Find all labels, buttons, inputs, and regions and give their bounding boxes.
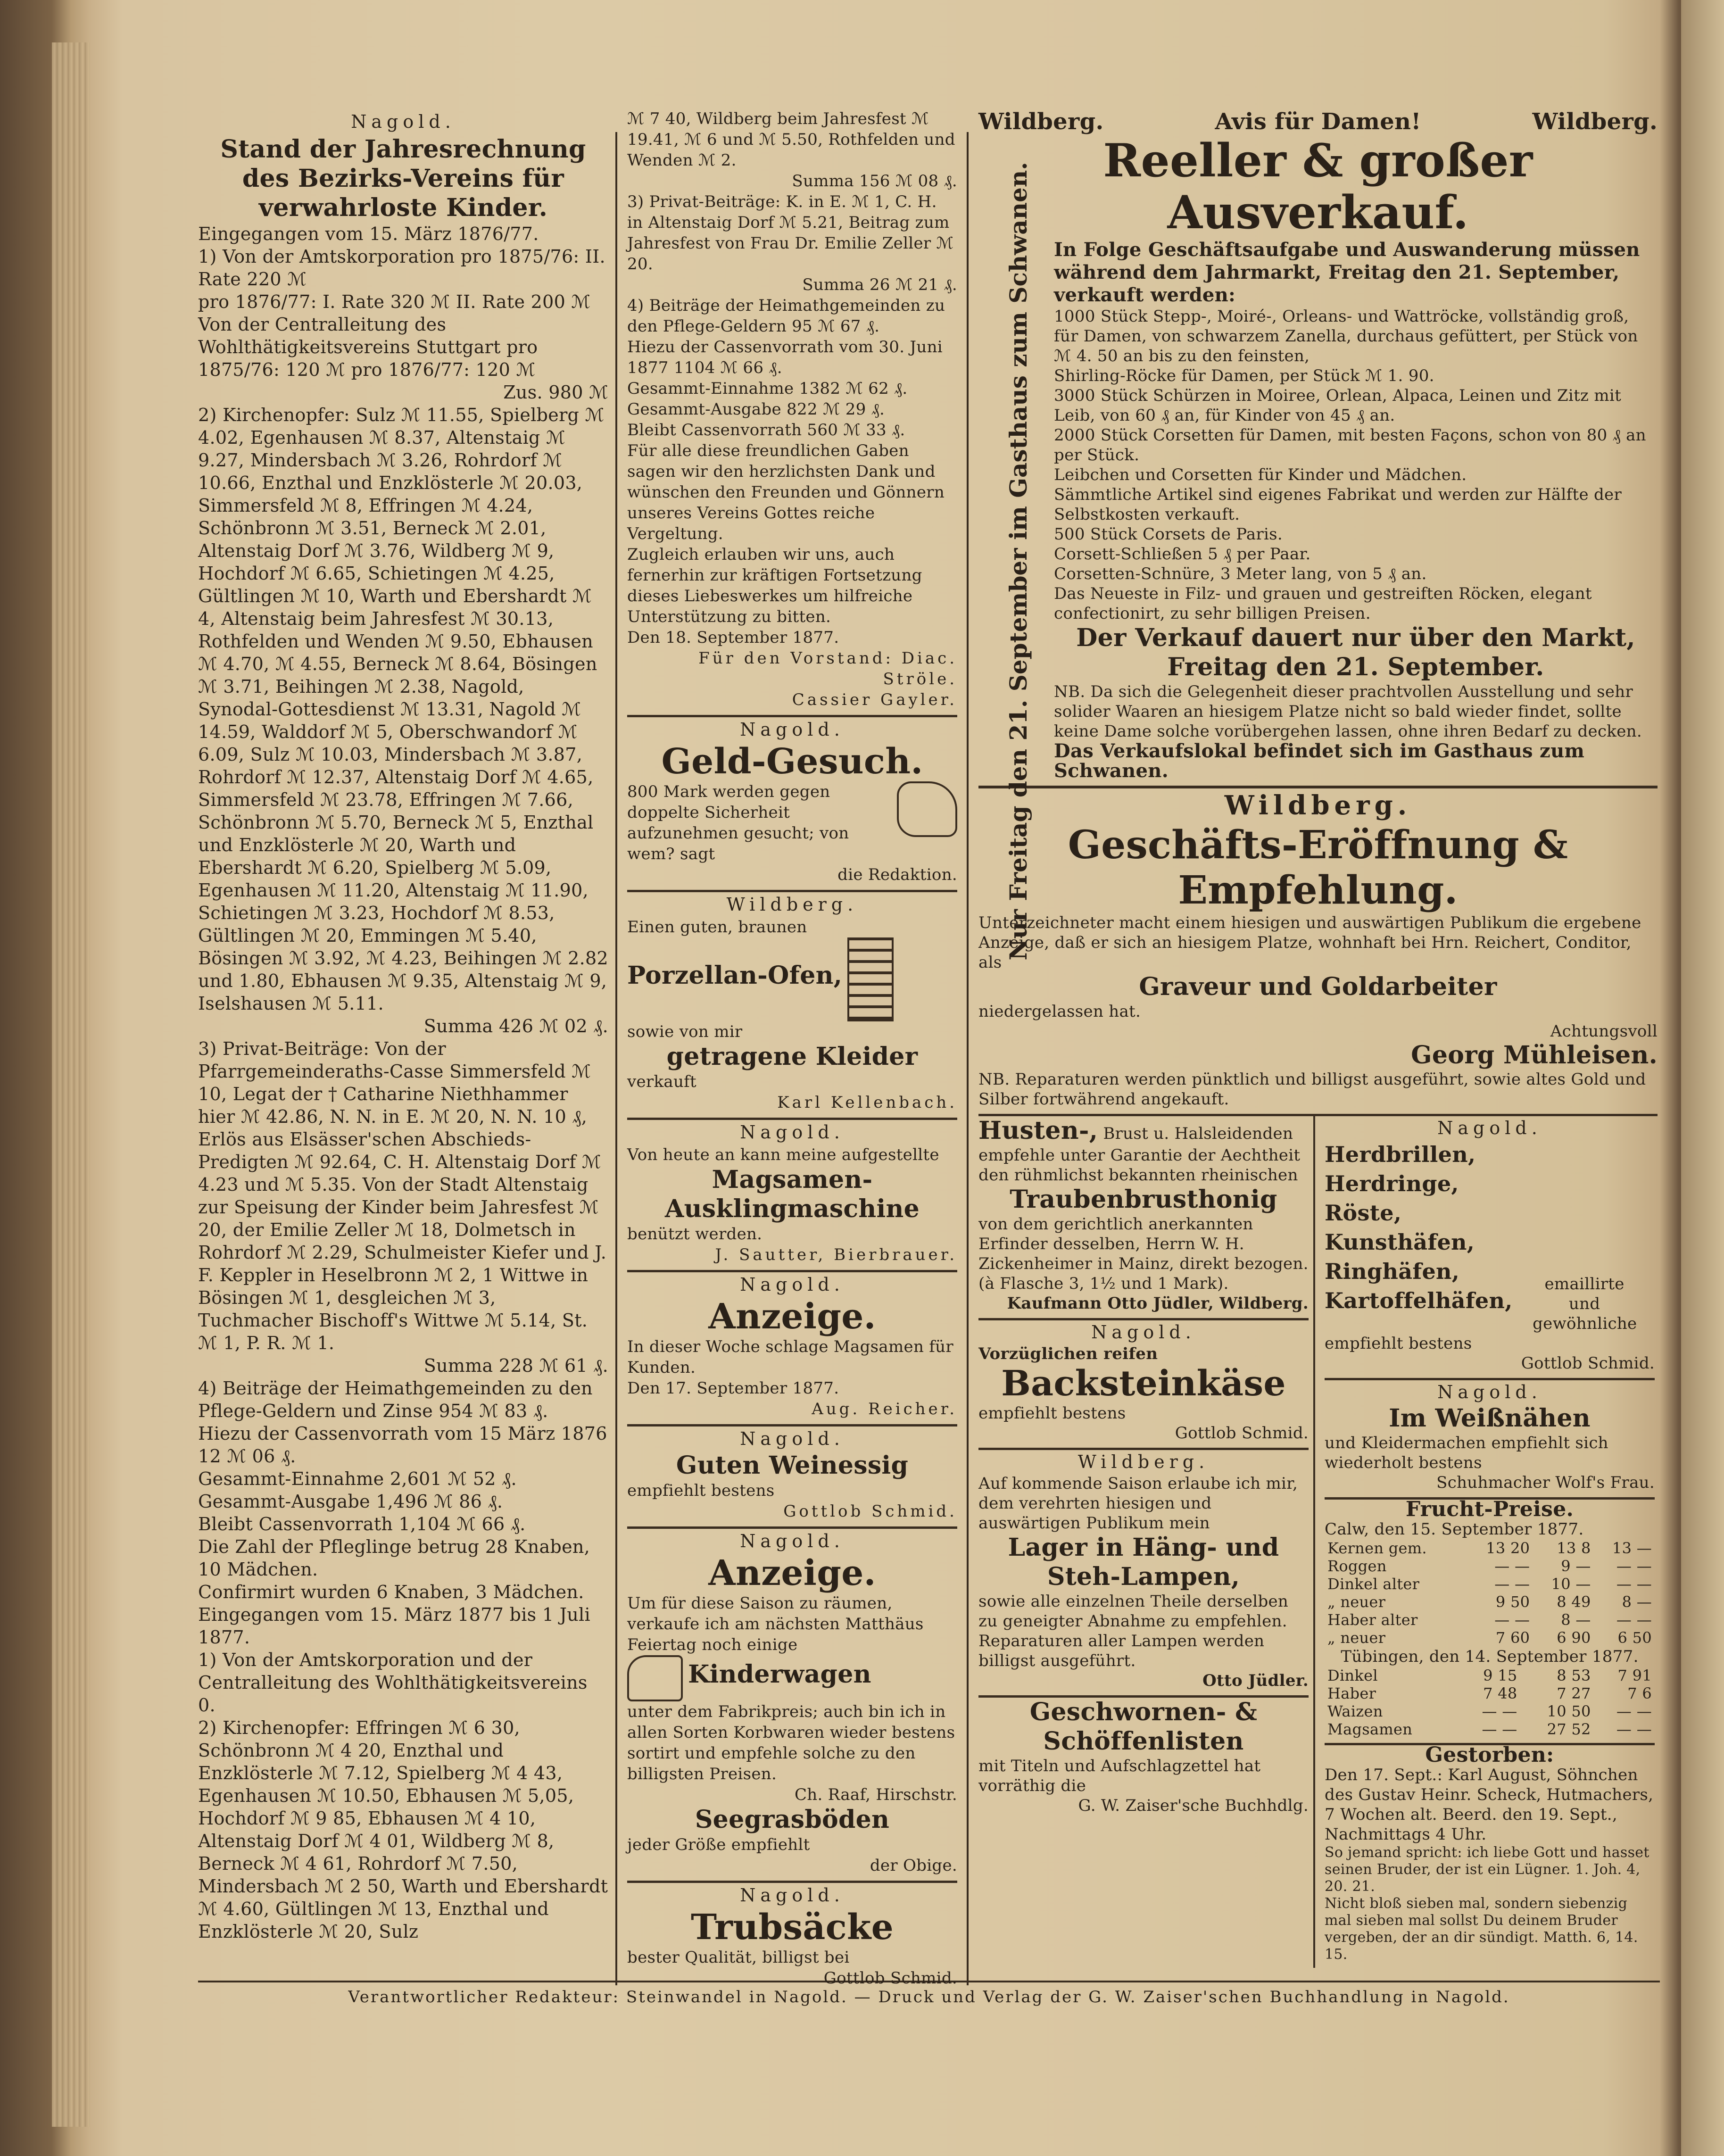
ad-title: Trubsäcke [691,1907,894,1948]
ad-title: Lager in Häng- und Steh-Lampen, [1008,1533,1279,1591]
price-value: — — [1616,1557,1652,1575]
ad-title: Graveur und Goldarbeiter [1139,972,1497,1001]
ad-text: verkauft [627,1072,696,1091]
next-page-edge [1681,0,1724,2156]
list-item: Leibchen und Corsetten für Kinder und Mädchen. [1054,465,1467,484]
ad-title-row [627,1655,957,1701]
paragraph: 1) Von der Amtskorporation und der Centralleitung des Wohlthätigkeitsvereins 0. [198,1650,588,1716]
paragraph: 3) Privat-Beiträge: Von der Pfarrgemeinderaths-Casse Simmersfeld ℳ 10, Legat der † Catharine Niethhammer hier ℳ 42.86, N. N. in E. ℳ 20, N. N. 10 ₰, Erlös aus Elsässer'schen Abschieds-Predigten ℳ 92.64, C. H. Altenstaig Dorf ℳ 4.23 und ℳ 5.35. Von der Stadt Altenstaig zur Speisung der Kinder beim Jahresfest ℳ 20, der Emilie Zeller ℳ 18, Dolmetsch in Rohrdorf ℳ 2.29, Schulmeister Kiefer und J. F. Keppler in Heselbronn ℳ 2, 1 Wittwe in Bösingen ℳ 1, desgleichen ℳ 3, Tuchmacher Bischoff's Wittwe ℳ 5.14, St. ℳ 1, P. R. ℳ 1. [198,1038,607,1353]
ad-title: Anzeige. [708,1296,876,1337]
paragraph: Gesammt-Ausgabe 822 ℳ 29 ₰. [627,400,885,419]
subheading: Calw, den 15. September 1877. [1325,1520,1584,1539]
price-value: 8 53 [1557,1667,1591,1684]
paragraph: pro 1876/77: I. Rate 320 ℳ II. Rate 200 ℳ [198,291,591,312]
subheading: Tübingen, den 14. September 1877. [1341,1647,1639,1666]
dateline: Nagold. [740,1428,845,1449]
ad-title: Geschwornen- & Schöffenlisten [1029,1698,1258,1756]
list-item: Shirling-Röcke für Damen, per Stück ℳ 1. 90. [1054,366,1434,385]
signature: Karl Kellenbach. [777,1093,957,1112]
ad-text: Um für diese Saison zu räumen, verkaufe ich am nächsten Matthäus Feiertag noch einige [627,1594,924,1654]
signature: Kaufmann Otto Jüdler, Wildberg. [1007,1294,1309,1313]
signature: Aug. Reicher. [812,1400,957,1418]
ad-text: Einen guten, braunen [627,918,807,937]
ad-title: Backsteinkäse [1001,1363,1286,1404]
article-title: Stand der Jahresrechnung des Bezirks-Vereins für verwahrloste Kinder. [220,135,586,222]
paragraph: Die Zahl der Pfleglinge betrug 28 Knaben, 10 Mädchen. [198,1536,590,1580]
pram-icon [627,1655,683,1701]
signature: G. W. Zaiser'sche Buchhdlg. [1078,1796,1309,1815]
signature: der Obige. [870,1856,957,1875]
lower-left-column [978,1116,1315,1968]
list-item: 1000 Stück Stepp-, Moiré-, Orleans- und Wattröcke, vollständig groß, für Damen, von schwarzem Zanella, durchaus gefüttert, per Stück von ℳ 4. 50 an bis zu den feinsten, [1054,307,1638,365]
ad-kinderwagen [627,1526,957,1876]
ad-text: sowie von mir [627,1022,743,1041]
column-rule-2 [967,132,969,1985]
list-item: Corsetten-Schnüre, 3 Meter lang, von 5 ₰ an. [1054,564,1427,583]
quote: Nicht bloß sieben mal, sondern siebenzig mal sieben mal sollst Du deinem Bruder vergeben, der an dir sündigt. Matth. 6, 14. 15. [1325,1895,1638,1963]
paragraph: Den 18. September 1877. [627,628,839,647]
ad-title: Reeller & großer Ausverkauf. [1103,134,1533,239]
price-label: „ neuer [1327,1593,1386,1611]
ad-traubenbrusthonig [978,1116,1309,1313]
column-2 [627,108,957,1993]
price-value: 7 6 [1627,1684,1652,1702]
signature: Gottlob Schmid. [1521,1354,1655,1373]
price-label: Kernen gem. [1327,1539,1427,1557]
ad-text: benützt werden. [627,1225,763,1244]
ad-title: Herdbrillen, Herdringe, Röste, Kunsthäfen, Ringhäfen, Kartoffelhäfen, [1325,1142,1513,1313]
paragraph: 3) Privat-Beiträge: K. in E. ℳ 1, C. H. in Altenstaig Dorf ℳ 5.21, Beitrag zum Jahresfest von Frau Dr. Emilie Zeller ℳ 20. [627,192,954,274]
price-label: Roggen [1327,1557,1387,1575]
price-label: Haber [1327,1684,1376,1702]
ad-text: empfiehlt bestens [978,1404,1126,1423]
ad-text: Auf kommende Saison erlaube ich mir, dem verehrten hiesigen und auswärtigen Publikum mein [978,1474,1298,1533]
paragraph: Hiezu der Cassenvorrath vom 15 März 1876 12 ℳ 06 ₰. [198,1423,607,1467]
ad-lampen [978,1448,1309,1691]
ad-title: Seegrasböden [695,1805,890,1834]
list-item: 3000 Stück Schürzen in Moiree, Orlean, Alpaca, Leinen und Zitz mit Leib, von 60 ₰ an, für Kinder von 45 ₰ an. [1054,386,1622,425]
price-value: 9 50 [1495,1593,1530,1611]
sum-line: Summa 426 ℳ 02 ₰. [423,1016,608,1037]
dateline: Wildberg. [1224,790,1412,821]
paragraph: Bleibt Cassenvorrath 560 ℳ 33 ₰. [627,421,905,439]
sum-line: Zus. 980 ℳ [503,382,608,403]
ad-weissnaehen [1325,1378,1655,1493]
ad-text: Den 17. September 1877. [627,1379,839,1398]
book-binding [52,42,90,2127]
signature: Otto Jüdler. [1202,1671,1309,1690]
signature: Georg Mühleisen. [1411,1041,1658,1070]
dateline: Wildberg. [978,108,1104,135]
dateline: Nagold. [1437,1382,1542,1402]
dateline: Nagold. [740,1531,845,1551]
price-row [1325,1702,1655,1720]
price-label: Magsamen [1327,1720,1413,1738]
signature: Cassier Gayler. [792,690,957,709]
ad-anzeige-reicher [627,1270,957,1419]
sum-line: Summa 26 ℳ 21 ₰. [802,275,957,294]
ad-text: niedergelassen hat. [978,1002,1141,1021]
ad-geld-gesuch [627,715,957,885]
dateline: Nagold. [740,719,845,740]
ad-title: Im Weißnähen [1389,1404,1591,1433]
paragraph: Confirmirt wurden 6 Knaben, 3 Mädchen. [198,1582,584,1602]
gestorben [1325,1743,1655,1963]
paragraph: Für alle diese freundlichen Gaben sagen wir den herzlichsten Dank und wünschen den Freunden und Gönnern unseres Vereins Gottes reiche Vergeltung. [627,441,945,543]
list-item: Sämmtliche Artikel sind eigenes Fabrikat und werden zur Hälfte der Selbstkosten verkauft. [1054,485,1622,524]
price-value: 27 52 [1547,1720,1591,1738]
price-label: Dinkel [1327,1667,1378,1684]
ad-text: Das Verkaufslokal befindet sich im Gasthaus zum Schwanen. [1054,740,1585,782]
price-value: 9 — [1561,1557,1591,1575]
ad-title: Geschäfts-Eröffnung & Empfehlung. [1068,822,1568,913]
paragraph: Gesammt-Einnahme 2,601 ℳ 52 ₰. [198,1468,517,1489]
ad-text: Vorzüglichen reifen [978,1344,1158,1363]
signature: die Redaktion. [837,865,957,884]
price-value: — — [1482,1702,1517,1720]
imprint-footer: Verantwortlicher Redakteur: Steinwandel in Nagold. — Druck und Verlag der G. W. Zaiser'schen Buchhandlung in Nagold. [348,1988,1510,2007]
sum-line: Summa 156 ℳ 08 ₰. [792,172,957,191]
price-value: 8 49 [1557,1593,1591,1611]
list-item: 500 Stück Corsets de Paris. [1054,525,1283,544]
ad-text: 800 Mark werden gegen doppelte Sicherheit aufzunehmen gesucht; von wem? sagt [627,781,957,864]
ad-title: Geld-Gesuch. [661,741,923,782]
column-rule-1 [615,132,617,1985]
price-value: — — [1616,1575,1652,1593]
ad-text: In dieser Woche schlage Magsamen für Kunden. [627,1337,953,1377]
signature: Für den Vorstand: Diac. Ströle. [698,649,957,688]
price-label: Dinkel alter [1327,1575,1420,1593]
price-label: „ neuer [1327,1629,1386,1647]
signature: J. Sautter, Bierbrauer. [715,1245,957,1264]
price-row [1325,1557,1655,1575]
paragraph: Bleibt Cassenvorrath 1,104 ℳ 66 ₰. [198,1514,526,1534]
signature: Gottlob Schmid. [1175,1424,1309,1443]
ad-backsteinkaese [978,1318,1309,1443]
price-row [1325,1593,1655,1611]
price-row [1325,1611,1655,1629]
price-value: 13 8 [1557,1539,1591,1557]
price-value: — — [1616,1611,1652,1629]
column-3 [978,108,1658,1968]
section-title: Gestorben: [1425,1743,1554,1767]
ad-title: Traubenbrusthonig [1010,1185,1277,1214]
price-value: 7 27 [1557,1684,1591,1702]
vertical-sidebar-text: Nur Freitag den 21. September im Gasthaus zum Schwanen. [1004,162,1032,961]
paragraph: 2) Kirchenopfer: Sulz ℳ 11.55, Spielberg ℳ 4.02, Egenhausen ℳ 8.37, Altenstaig ℳ 9.27, Mindersbach ℳ 3.26, Rohrdorf ℳ 10.66, Enzthal und Enzklösterle ℳ 20.03, Simmersfeld ℳ 8, Effringen ℳ 4.24, Schönbronn ℳ 3.51, Berneck ℳ 2.01, Altenstaig Dorf ℳ 3.76, Wildberg ℳ 9, Hochdorf ℳ 6.65, Schietingen ℳ 4.25, Gültlingen ℳ 10, Warth und Ebershardt ℳ 4, Altenstaig beim Jahresfest ℳ 30.13, Rothfelden und Wenden ℳ 9.50, Ebhausen ℳ 4.70, ℳ 4.55, Berneck ℳ 8.64, Bösingen ℳ 3.71, Beihingen ℳ 2.38, Nagold, Synodal-Gottesdienst ℳ 13.31, Nagold ℳ 14.59, Walddorf ℳ 5, Oberschwandorf ℳ 6.09, Sulz ℳ 10.03, Mindersbach ℳ 3.87, Rohrdorf ℳ 12.37, Altenstaig Dorf ℳ 4.65, Simmersfeld ℳ 23.78, Effringen ℳ 7.66, Schönbronn ℳ 5.70, Berneck ℳ 5, Enzthal und Enzklösterle ℳ 20, Warth und Ebershardt ℳ 6.20, Spielberg ℳ 5.09, Egenhausen ℳ 11.20, Altenstaig ℳ 11.90, Schietingen ℳ 3.23, Hochdorf ℳ 8.53, Gültlingen ℳ 20, Emmingen ℳ 5.40, Bösingen ℳ 3.92, ℳ 4.23, Beihingen ℳ 2.82 und 1.80, Ebhausen ℳ 9.35, Altenstaig ℳ 9, Iselshausen ℳ 5.11. [198,405,608,1014]
ad-text: von dem gerichtlich anerkannten Erfinder desselben, Herrn W. H. Zickenheimer in Mainz, direkt bezogen. (à Flasche 3, 1½ und 1 Mark). [978,1215,1309,1293]
paragraph: Gesammt-Einnahme 1382 ℳ 62 ₰. [627,379,908,398]
price-row [1325,1629,1655,1647]
ad-herdbrillen [1325,1118,1655,1373]
price-value: — — [1494,1575,1530,1593]
price-value: 9 15 [1483,1667,1517,1684]
section-title: Frucht-Preise. [1405,1497,1574,1521]
paragraph: Eingegangen vom 15. März 1877 bis 1 Juli 1877. [198,1604,590,1648]
ad-weinessig [627,1424,957,1522]
paragraph: Von der Centralleitung des Wohlthätigkeitsvereins Stuttgart pro 1875/76: 120 ℳ pro 1876/77: 120 ℳ [198,314,538,380]
price-value: 7 91 [1617,1667,1652,1684]
price-label: Haber alter [1327,1611,1418,1629]
ad-magsamen [627,1118,957,1265]
ad-text: NB. Reparaturen werden pünktlich und billigst ausgeführt, sowie altes Gold und Silber fortwährend angekauft. [978,1070,1646,1109]
column-1 [198,108,608,1943]
ad-porzellan-ofen [627,890,957,1113]
dateline: Wildberg. [1532,108,1658,135]
quote: So jemand spricht: ich liebe Gott und hasset seinen Bruder, der ist ein Lügner. 1. Joh. 4, 20. 21. [1325,1844,1649,1895]
paragraph: Gesammt-Ausgabe 1,496 ℳ 86 ₰. [198,1491,503,1512]
price-value: 6 90 [1557,1629,1591,1647]
dateline: Nagold. [1091,1322,1196,1343]
ad-text: Den 17. Sept.: Karl August, Söhnchen des Gustav Heinr. Scheck, Hutmachers, 7 Wochen alt. Beerd. den 19. Sept., Nachmittags 4 Uhr. [1325,1766,1654,1844]
ad-header-row [978,108,1658,135]
price-value: 13 — [1612,1539,1652,1557]
price-table-tuebingen [1325,1667,1655,1738]
ad-text: Von heute an kann meine aufgestellte [627,1145,939,1164]
ad-text: bester Qualität, billigst bei [627,1948,850,1967]
price-value: — — [1494,1557,1530,1575]
ad-text: Achtungsvoll [1550,1022,1658,1041]
stove-icon [847,937,894,1021]
ad-text: Reparaturen aller Lampen werden billigst ausgeführt. [978,1632,1265,1670]
price-value: — — [1616,1702,1652,1720]
price-value: — — [1494,1611,1530,1629]
signature: Ch. Raaf, Hirschstr. [794,1785,957,1804]
ad-text: unter dem Fabrikpreis; auch bin ich in allen Sorten Korbwaren wieder bestens sortirt und empfehle solche zu den billigsten Preisen. [627,1702,955,1783]
paragraph: ℳ 7 40, Wildberg beim Jahresfest ℳ 19.41, ℳ 6 und ℳ 5.50, Rothfelden und Wenden ℳ 2. [627,109,955,170]
ad-highlight: Der Verkauf dauert nur über den Markt, Freitag den 21. September. [1076,623,1635,681]
price-value: 6 50 [1617,1629,1652,1647]
dateline: Nagold. [740,1885,845,1906]
ad-text: empfiehlt bestens [627,1481,775,1500]
ad-text: Unterzeichneter macht einem hiesigen und auswärtigen Publikum die ergebene Anzeige, daß er sich an hiesigem Platze, wohnhaft bei Hrn. Reichert, Conditor, als [978,913,1641,972]
price-row [1325,1684,1655,1702]
list-item: Das Neueste in Filz- und grauen und gestreiften Röcken, elegant confectionirt, zu sehr billigen Preisen. [1054,584,1592,623]
ad-title: Husten-, [978,1116,1098,1145]
ad-kicker: Avis für Damen! [1215,108,1421,135]
paragraph: Hiezu der Cassenvorrath vom 30. Juni 1877 1104 ℳ 66 ₰. [627,338,943,377]
dateline: Nagold. [351,111,456,132]
paragraph: Zugleich erlauben wir uns, auch fernerhin zur kräftigen Fortsetzung dieses Liebeswerkes um hilfreiche Unterstützung zu bitten. [627,545,922,626]
list-item: Corsett-Schließen 5 ₰ per Paar. [1054,545,1311,564]
lower-ads [978,1114,1658,1968]
paragraph: 1) Von der Amtskorporation pro 1875/76: II. Rate 220 ℳ [198,246,605,290]
ad-title: Anzeige. [708,1553,876,1593]
price-value: 7 60 [1495,1629,1530,1647]
price-row [1325,1720,1655,1738]
sum-line: Summa 228 ℳ 61 ₰. [423,1355,608,1376]
ad-text: sowie alle einzelnen Theile derselben zu geneigter Abnahme zu empfehlen. [978,1592,1289,1631]
lower-right-column [1325,1116,1655,1968]
ad-trubsaecke [627,1881,957,1989]
ad-side-note: emaillirte und gewöhnliche [1533,1275,1637,1333]
dateline: Wildberg. [1078,1451,1210,1472]
ad-schoeffenlisten [978,1695,1309,1816]
paragraph: 2) Kirchenopfer: Effringen ℳ 6 30, Schönbronn ℳ 4 20, Enzthal und Enzklösterle ℳ 7.12, Spielberg ℳ 4 43, Egenhausen ℳ 10.50, Ebhausen ℳ 5,05, Hochdorf ℳ 9 85, Ebhausen ℳ 4 10, Altenstaig Dorf ℳ 4 01, Wildberg ℳ 8, Berneck ℳ 4 61, Rohrdorf ℳ 7.50, Mindersbach ℳ 2 50, Warth und Ebershardt ℳ 4.60, Gültlingen ℳ 13, Enzthal und Enzklösterle ℳ 20, Sulz [198,1717,608,1942]
paragraph: Eingegangen vom 15. März 1876/77. [198,224,539,244]
pointing-hand-icon [897,781,957,837]
ad-title-row [627,937,957,1021]
ad-title: getragene Kleider [666,1042,918,1071]
dateline: Nagold. [740,1274,845,1295]
ad-title: Porzellan-Ofen, [627,961,843,990]
ad-text: jeder Größe empfiehlt [627,1835,810,1854]
ad-title: Guten Weinessig [676,1451,909,1480]
fruchtpreise [1325,1497,1655,1738]
price-value: 13 20 [1486,1539,1530,1557]
ad-text: mit Titeln und Aufschlagzettel hat vorräthig die [978,1757,1261,1795]
ad-text: und Kleidermachen empfiehlt sich wiederholt bestens [1325,1434,1608,1472]
price-row [1325,1575,1655,1593]
signature: Gottlob Schmid. [783,1502,957,1521]
ad-geschaefts-eroeffnung [978,786,1658,1109]
dateline: Nagold. [740,1122,845,1143]
paragraph: 4) Beiträge der Heimathgemeinden zu den Pflege-Geldern und Zinse 954 ℳ 83 ₰. [198,1378,593,1421]
price-value: — — [1616,1720,1652,1738]
ad-text: NB. Da sich die Gelegenheit dieser prachtvollen Ausstellung und sehr solider Waaren an hiesigem Platze nicht so bald wieder findet, sollte keine Dame solche vorübergehen lassen, ohne ihren Bedarf zu decken. [1054,682,1642,741]
price-row [1325,1539,1655,1557]
price-value: 10 — [1551,1575,1591,1593]
ad-text: In Folge Geschäftsaufgabe und Auswanderung müssen während dem Jahrmarkt, Freitag den 21. September, verkauft werden: [1054,239,1640,306]
price-table-calw [1325,1539,1655,1647]
price-value: 8 — [1561,1611,1591,1629]
ad-text: empfiehlt bestens [1325,1334,1472,1353]
signature: Gottlob Schmid. [823,1969,957,1988]
dateline: Wildberg. [726,894,858,915]
price-value: 10 50 [1547,1702,1591,1720]
price-label: Waizen [1327,1702,1383,1720]
price-value: — — [1482,1720,1517,1738]
price-value: 7 48 [1483,1684,1517,1702]
price-value: 8 — [1622,1593,1652,1611]
list-item: 2000 Stück Corsetten für Damen, mit besten Façons, schon von 80 ₰ an per Stück. [1054,426,1646,464]
ad-text: Brust u. Halsleidenden empfehle unter Garantie der Aechtheit den rühmlichst bekannten rheinischen [978,1124,1301,1185]
dateline: Nagold. [1437,1118,1542,1138]
price-row [1325,1667,1655,1684]
ad-title: Magsamen-Ausklingmaschine [664,1165,920,1223]
ad-title: Kinderwagen [688,1660,871,1689]
signature: Schuhmacher Wolf's Frau. [1436,1473,1655,1492]
paragraph: 4) Beiträge der Heimathgemeinden zu den Pflege-Geldern 95 ℳ 67 ₰. [627,296,945,336]
